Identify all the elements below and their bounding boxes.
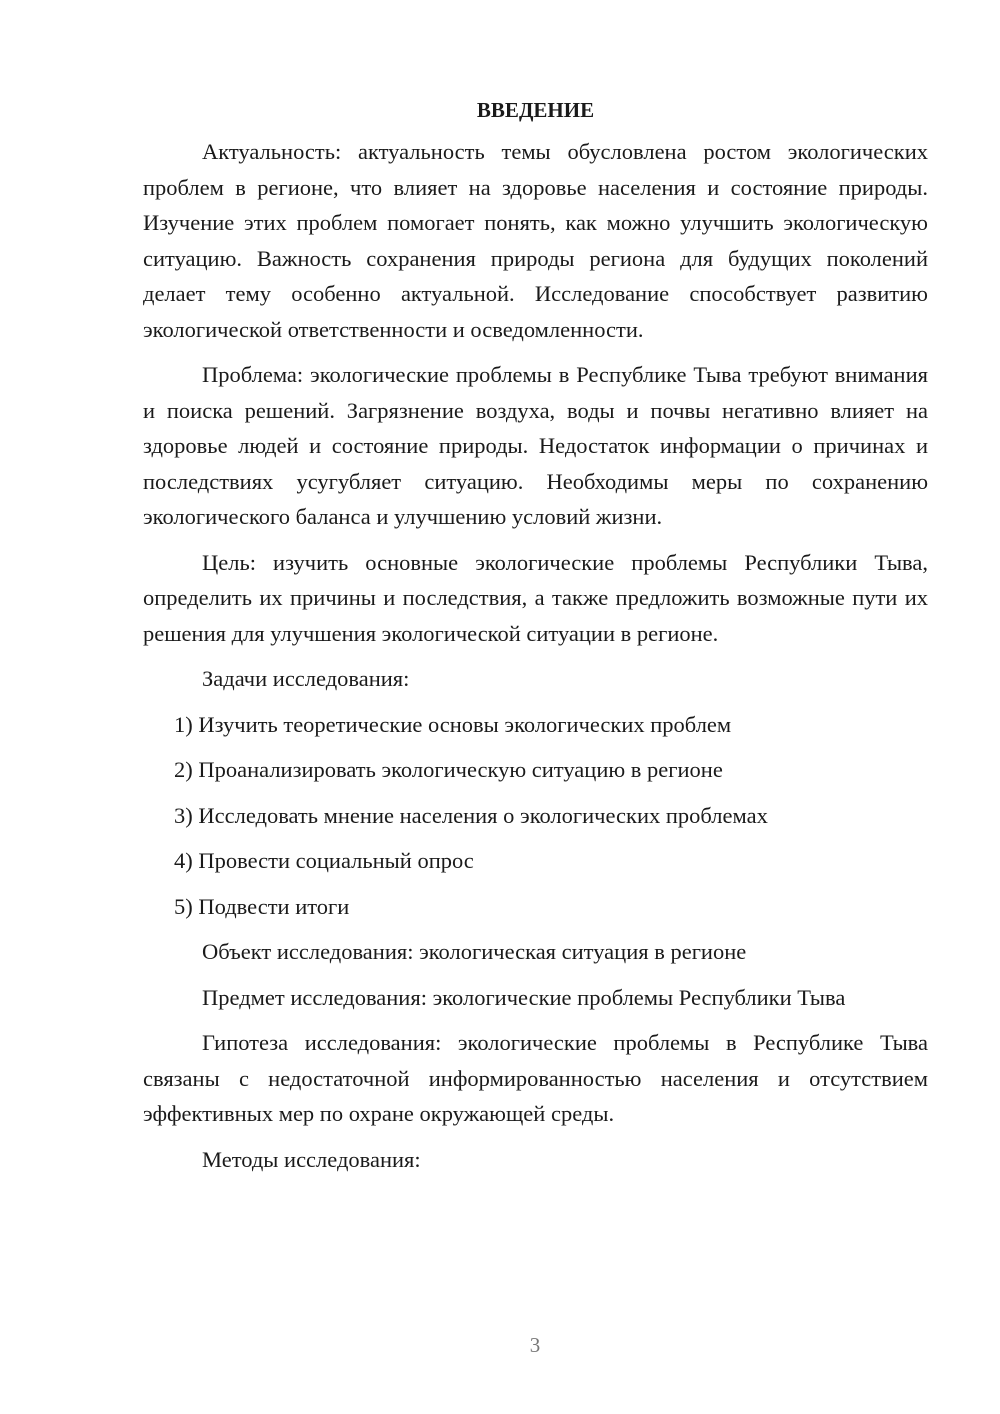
research-subject: Предмет исследования: экологические проблемы Республики Тыва [202,984,846,1010]
task-item: 3) Исследовать мнение населения о экологических проблемах [174,802,768,828]
document-page [143,92,928,1187]
task-item: 1) Изучить теоретические основы экологических проблем [174,711,732,737]
page-number: 3 [529,1333,541,1357]
hypothesis-paragraph: Гипотеза исследования: экологические проблемы в Республике Тыва связаны с недостаточной информированностью населения и отсутствием эффективных мер по охране окружающей среды. [143,1030,928,1126]
tasks-heading: Задачи исследования: [202,666,410,691]
methods-heading: Методы исследования: [202,1146,421,1172]
task-item: 4) Провести социальный опрос [174,848,474,873]
task-item: 5) Подвести итоги [174,893,350,919]
research-object: Объект исследования: экологическая ситуация в регионе [202,939,747,964]
tasks-list [143,707,928,925]
problem-paragraph: Проблема: экологические проблемы в Республике Тыва требуют внимания и поиска решений. Загрязнение воздуха, воды и почвы негативно влияет на здоровье людей и состояние природы. Недостаток информации о причинах и последствиях усугубляет ситуацию. Необходимы меры по сохранению экологического баланса и улучшению условий жизни. [143,362,928,529]
goal-paragraph: Цель: изучить основные экологические проблемы Республики Тыва, определить их причины и последствия, а также предложить возможные пути их решения для улучшения экологической ситуации в регионе. [143,549,928,646]
relevance-paragraph: Актуальность: актуальность темы обусловлена ростом экологических проблем в регионе, что влияет на здоровье населения и состояние природы. Изучение этих проблем помогает понять, как можно улучшить экологическую ситуацию. Важность сохранения природы региона для будущих поколений делает тему особенно актуальной. Исследование способствует развитию экологической ответственности и осведомленности. [143,139,928,342]
task-item: 2) Проанализировать экологическую ситуацию в регионе [174,757,723,782]
section-title: ВВЕДЕНИЕ [476,98,595,122]
